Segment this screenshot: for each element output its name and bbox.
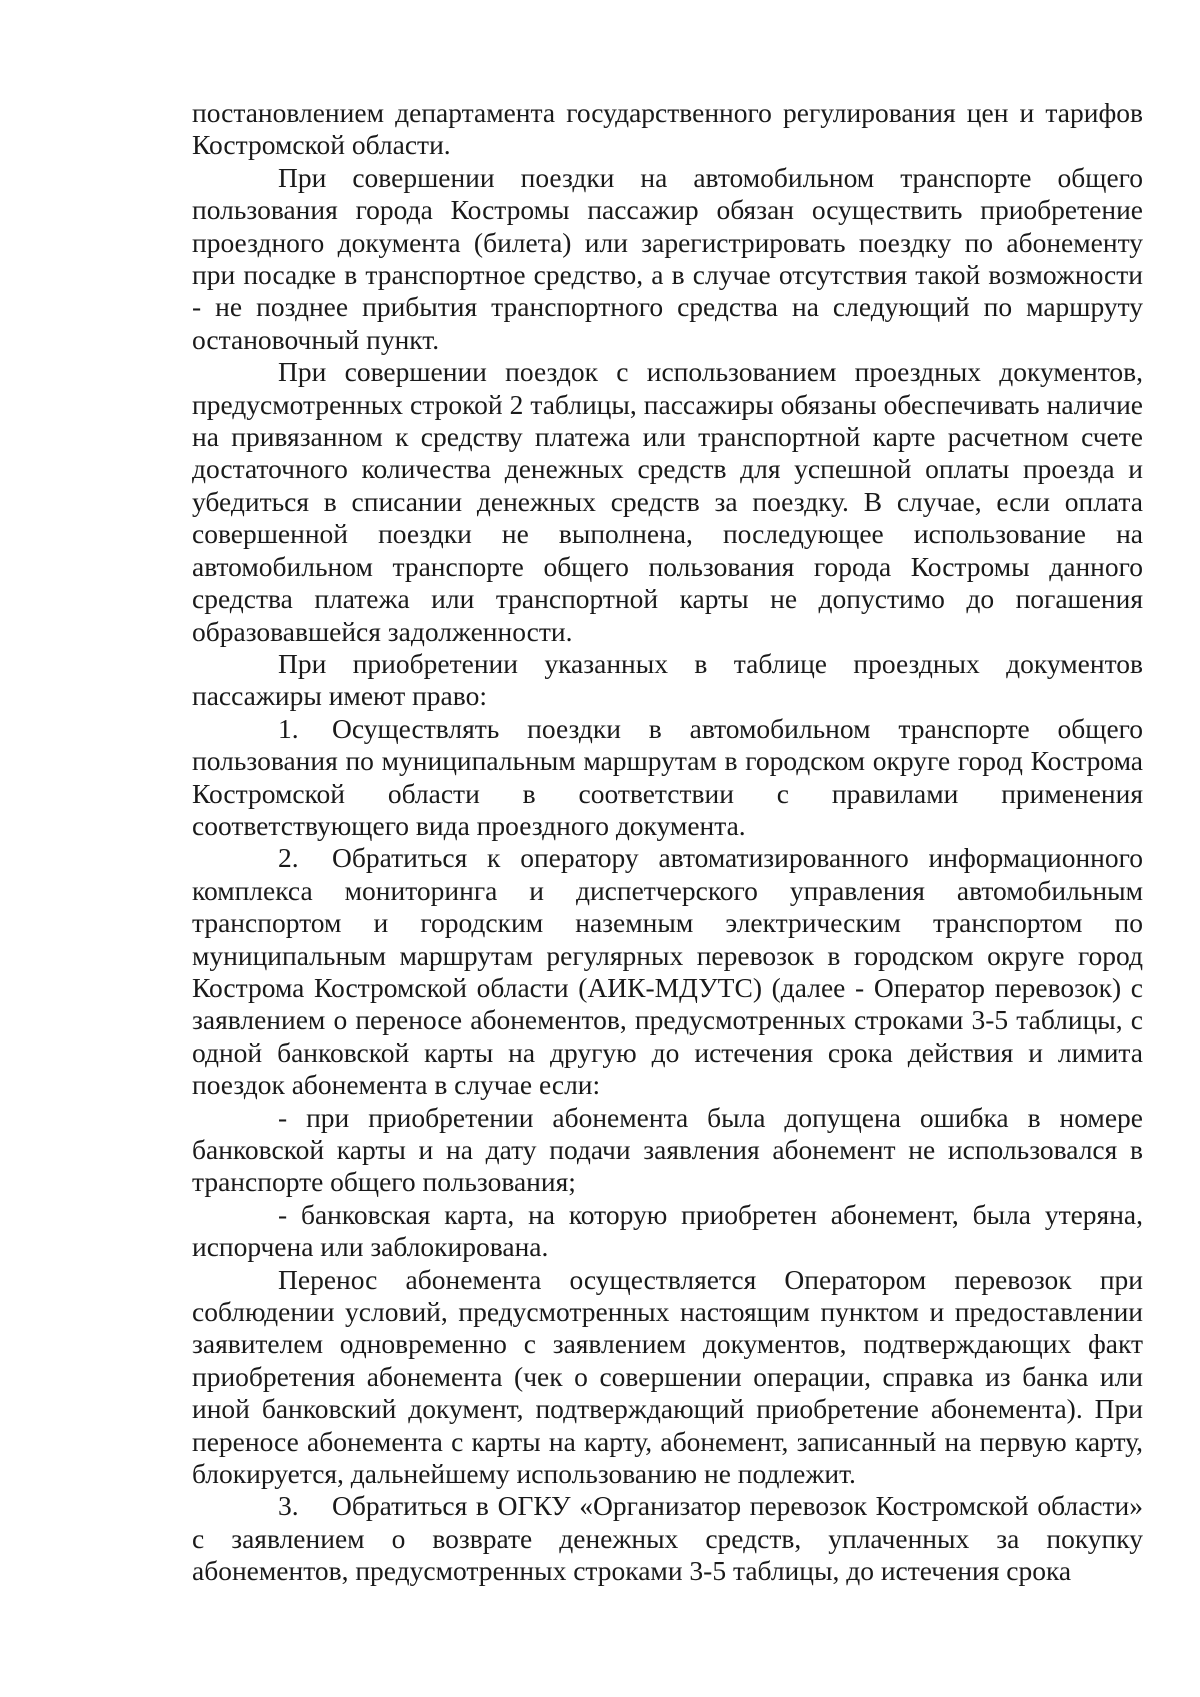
paragraph-text: Перенос абонемента осуществляется Оператором перевозок при соблюдении условий, предусмотренных настоящим пунктом и предоставлении заявителем одновременно с заявлением документов, подтверждающих факт приобретения абонемента (чек о совершении операции, справка из банка или иной банковский документ, подтверждающий приобретение абонемента). При переносе абонемента с карты на карту, абонемент, записанный на первую карту, блокируется, дальнейшему использованию не подлежит. <box>192 1263 1143 1490</box>
paragraph-text: - при приобретении абонемента была допущена ошибка в номере банковской карты и на дату подачи заявления абонемент не использовался в транспорте общего пользования; <box>192 1101 1143 1198</box>
paragraph-text: При приобретении указанных в таблице проездных документов пассажиры имеют право: <box>192 647 1143 712</box>
paragraph-text: Осуществлять поездки в автомобильном транспорте общего пользования по муниципальным маршрутам в городском округе город Кострома Костромской области в соответствии с правилами применения соответствующего вида проездного документа. <box>192 712 1143 841</box>
document-body <box>192 97 1143 1588</box>
paragraph-text: При совершении поездок с использованием проездных документов, предусмотренных строкой 2 таблицы, пассажиры обязаны обеспечивать наличие на привязанном к средству платежа или транспортной карте расчетном счете достаточного количества денежных средств для успешной оплаты проезда и убедиться в списании денежных средств за поездку. В случае, если оплата совершенной поездки не выполнена, последующее использование на автомобильном транспорте общего пользования города Костромы данного средства платежа или транспортной карты не допустимо до погашения образовавшейся задолженности. <box>192 356 1143 647</box>
paragraph-text: Обратиться в ОГКУ «Организатор перевозок Костромской области» с заявлением о возврате денежных средств, уплаченных за покупку абонементов, предусмотренных строками 3-5 таблицы, до истечения срока <box>192 1490 1143 1587</box>
paragraph <box>192 1264 1143 1491</box>
paragraph <box>192 1102 1143 1199</box>
paragraph <box>192 648 1143 713</box>
paragraph-number: 3. <box>278 1490 299 1522</box>
numbered-paragraph <box>192 1490 1143 1587</box>
paragraph <box>192 1199 1143 1264</box>
paragraph-text: Обратиться к оператору автоматизированного информационного комплекса мониторинга и диспетчерского управления автомобильным транспортом и городским наземным электрическим транспортом по муниципальным маршрутам регулярных перевозок в городском округе город Кострома Костромской области (АИК-МДУТС) (далее - Оператор перевозок) с заявлением о переносе абонементов, предусмотренных строками 3-5 таблицы, с одной банковской карты на другую до истечения срока действия и лимита поездок абонемента в случае если: <box>192 842 1143 1101</box>
paragraph-text: - банковская карта, на которую приобретен абонемент, была утеряна, испорчена или заблокирована. <box>192 1198 1143 1263</box>
paragraph-number: 1. <box>278 712 299 744</box>
numbered-paragraph <box>192 842 1143 1101</box>
paragraph <box>192 97 1143 162</box>
paragraph-number: 2. <box>278 842 299 874</box>
paragraph <box>192 356 1143 648</box>
paragraph-text: При совершении поездки на автомобильном транспорте общего пользования города Костромы пассажир обязан осуществить приобретение проездного документа (билета) или зарегистрировать поездку по абонементу при посадке в транспортное средство, а в случае отсутствия такой возможности - не позднее прибытия транспортного средства на следующий по маршруту остановочный пункт. <box>192 161 1143 355</box>
paragraph-text: постановлением департамента государственного регулирования цен и тарифов Костромской области. <box>192 97 1143 161</box>
paragraph <box>192 162 1143 356</box>
numbered-paragraph <box>192 713 1143 843</box>
